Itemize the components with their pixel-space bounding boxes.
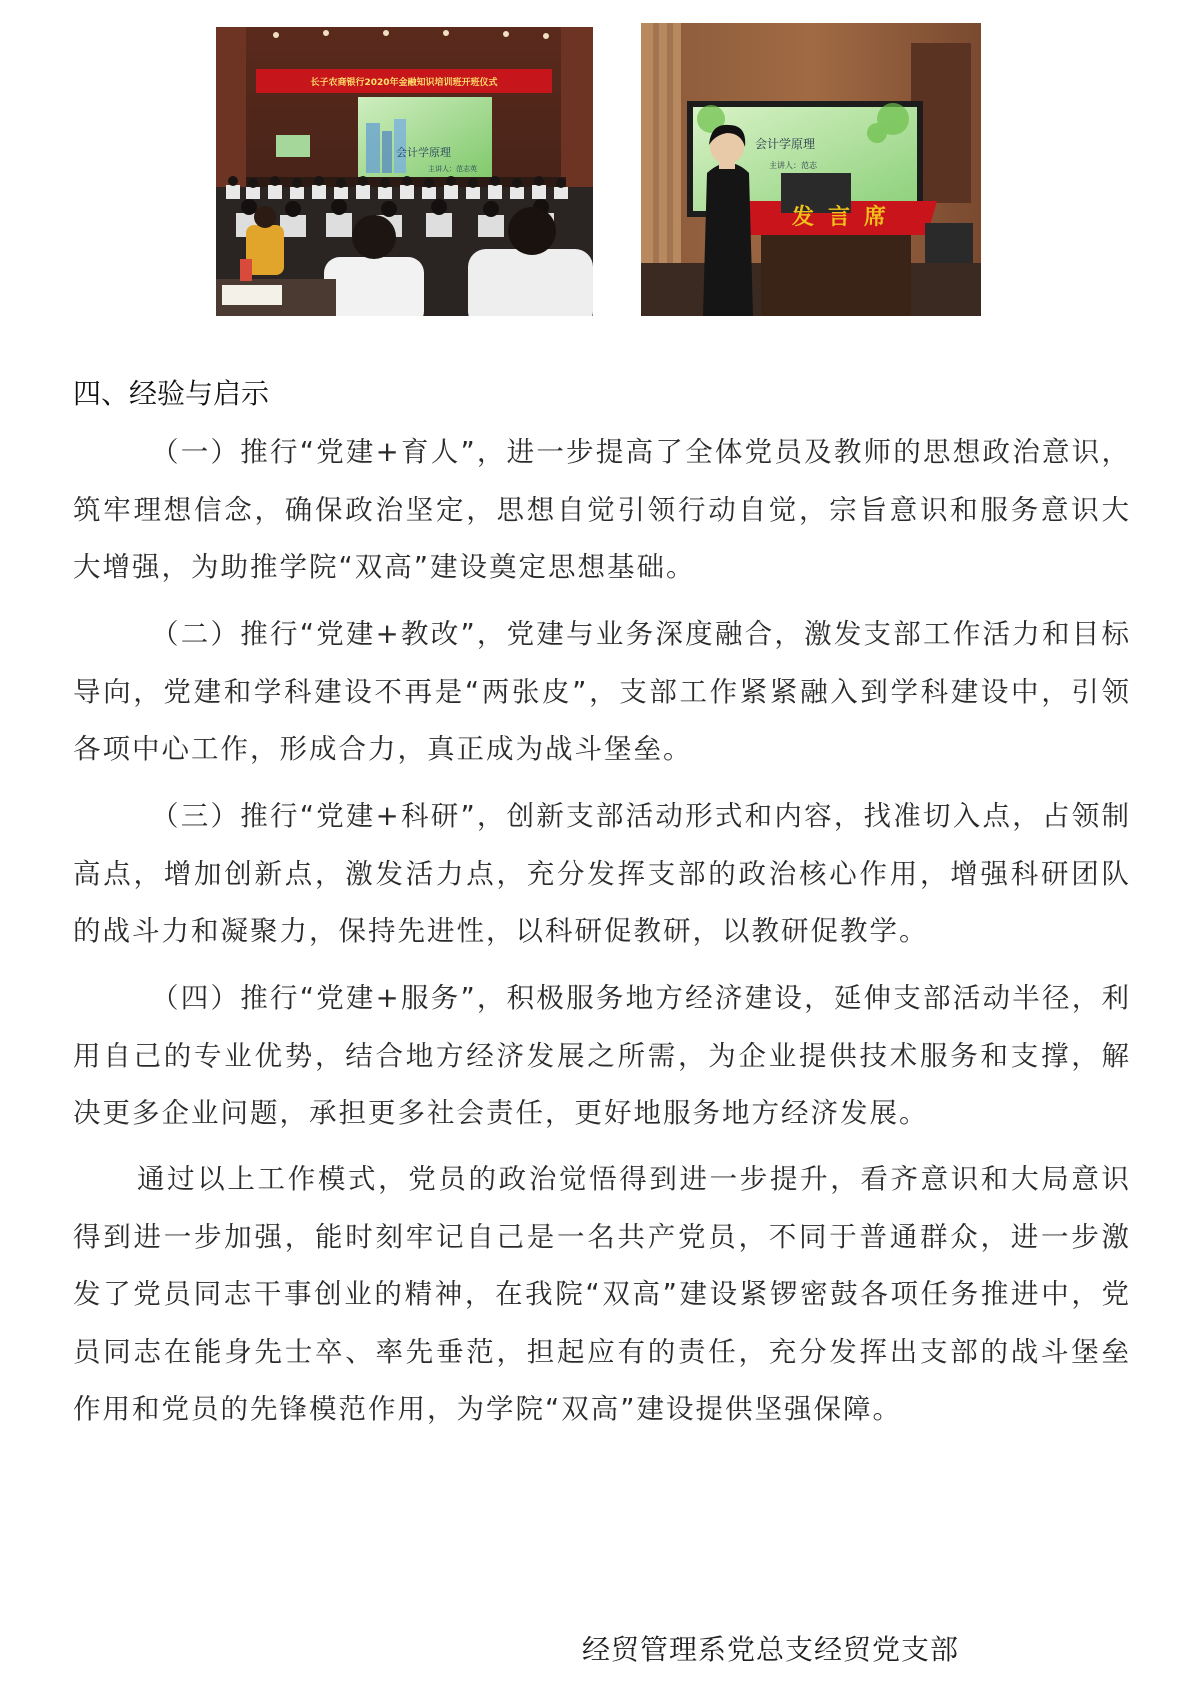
slide-title: 会计学原理 bbox=[396, 146, 451, 159]
slide-speaker: 主讲人：范志 bbox=[769, 161, 817, 170]
training-session-photo bbox=[216, 27, 593, 316]
paragraph-party-building-teaching-reform: （二）推行“党建+教改”，党建与业务深度融合，激发支部工作活力和目标导向，党建和学科建设不再是“两张皮”，支部工作紧紧融入到学科建设中，引领各项中心工作，形成合力，真正成为战斗堡垒。 bbox=[73, 618, 1131, 765]
training-session-illustration bbox=[216, 27, 593, 316]
paragraph-party-building-education: （一）推行“党建+育人”，进一步提高了全体党员及教师的思想政治意识，筑牢理想信念，确保政治坚定，思想自觉引领行动自觉，宗旨意识和服务意识大大增强，为助推学院“双高”建设奠定思想基础。 bbox=[73, 436, 1131, 583]
banner-text: 长子农商银行2020年金融知识培训班开班仪式 bbox=[310, 78, 498, 88]
paragraph-summary: 通过以上工作模式，党员的政治觉悟得到进一步提升，看齐意识和大局意识得到进一步加强，能时刻牢记自己是一名共产党员，不同于普通群众，进一步激发了党员同志干事创业的精神，在我院“双高”建设紧锣密鼓各项任务推进中，党员同志在能身先士卒、率先垂范，担起应有的责任，充分发挥出支部的战斗堡垒作用和党员的先锋模范作用，为学院“双高”建设提供坚强保障。 bbox=[73, 1163, 1131, 1425]
slide-title: 会计学原理 bbox=[755, 137, 816, 151]
slide-speaker: 主讲人：范志英 bbox=[428, 165, 477, 173]
section-heading: 四、经验与启示 bbox=[73, 377, 270, 410]
paragraph-party-building-service: （四）推行“党建+服务”，积极服务地方经济建设，延伸支部活动半径，利用自己的专业优势，结合地方经济发展之所需，为企业提供技术服务和支撑，解决更多企业问题，承担更多社会责任，更好地服务地方经济发展。 bbox=[73, 982, 1131, 1129]
speaker-podium-photo bbox=[641, 23, 981, 316]
podium-sign: 发言席 bbox=[791, 204, 900, 230]
paragraph-party-building-research: （三）推行“党建+科研”，创新支部活动形式和内容，找准切入点，占领制高点，增加创新点，激发活力点，充分发挥支部的政治核心作用，增强科研团队的战斗力和凝聚力，保持先进性，以科研促教研，以教研促教学。 bbox=[73, 800, 1131, 947]
signature: 经贸管理系党总支经贸党支部 bbox=[582, 1633, 960, 1666]
